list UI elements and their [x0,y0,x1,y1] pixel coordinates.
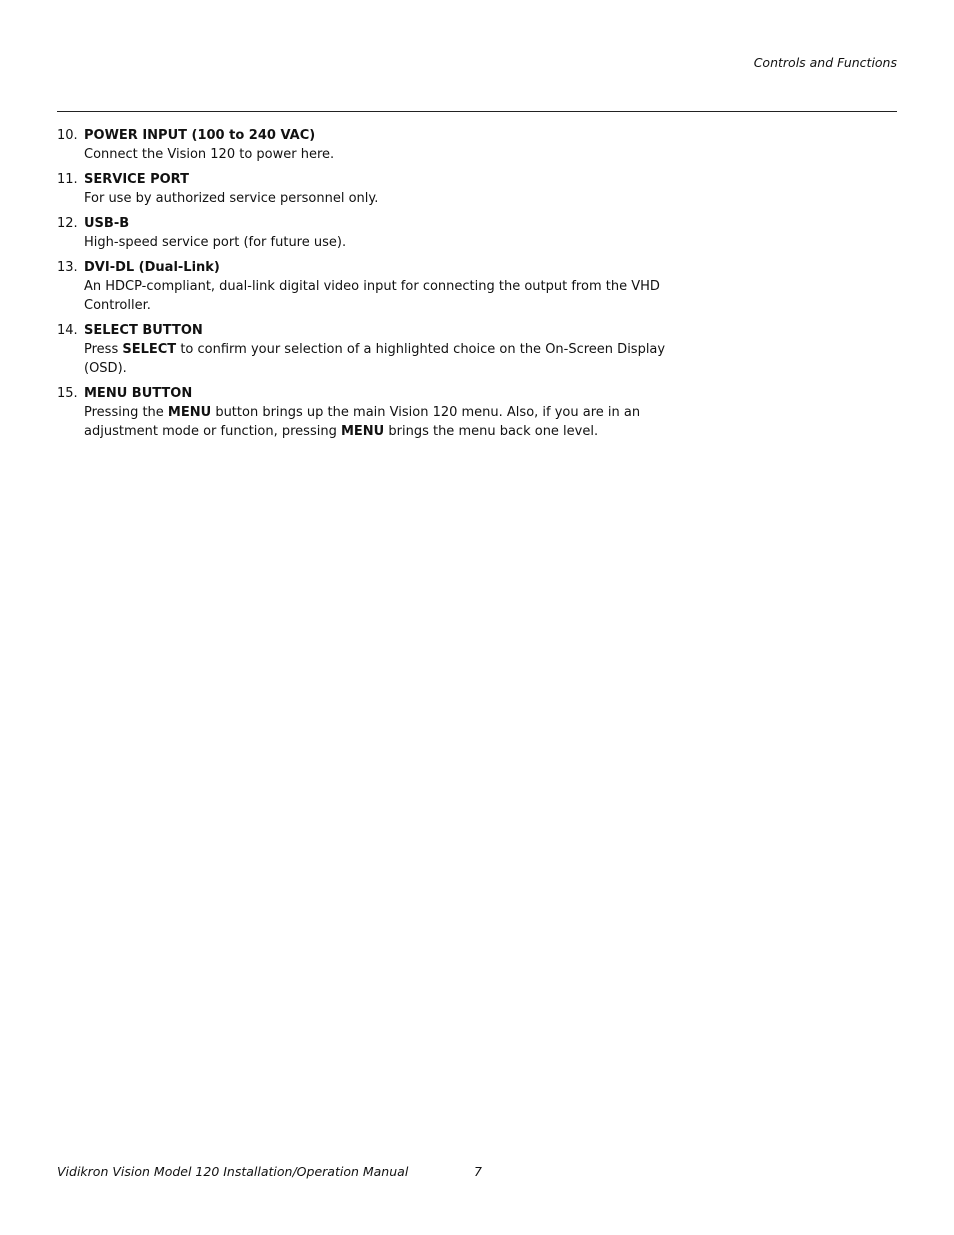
list-item-select-button [57,321,697,378]
item-number: 12. [57,216,78,231]
item-description: Press SELECT to confirm your selection of a highlighted choice on the On-Screen Display (OSD). [84,342,666,376]
footer-manual-title: Vidikron Vision Model 120 Installation/Operation Manual [57,1164,409,1179]
menu-keyword: MENU [167,405,212,420]
item-number: 14. [57,323,78,338]
list-item-usb-b [57,214,697,252]
item-title: DVI-DL (Dual-Link) [84,260,220,275]
item-number: 11. [57,172,78,187]
item-title: SERVICE PORT [84,172,189,187]
header-divider [57,111,897,112]
item-title: SELECT BUTTON [84,323,203,338]
item-description: An HDCP-compliant, dual-link digital video input for connecting the output from the VHD Controller. [84,279,660,313]
list-item-dvi-dl [57,258,697,315]
list-item-power-input [57,126,697,164]
item-title: POWER INPUT (100 to 240 VAC) [84,128,316,143]
item-description: Connect the Vision 120 to power here. [84,147,335,162]
item-title: USB-B [84,216,130,231]
list-item-menu-button [57,384,697,441]
item-number: 15. [57,386,78,401]
running-header: Controls and Functions [753,55,897,70]
select-keyword: SELECT [122,342,177,357]
item-number: 10. [57,128,78,143]
page-number: 7 [474,1164,482,1179]
item-number: 13. [57,260,78,275]
item-description: High-speed service port (for future use). [84,235,347,250]
item-description: Pressing the MENU button brings up the main Vision 120 menu. Also, if you are in an adjustment mode or function, pressing MENU brings the menu back one level. [84,405,641,439]
item-title: MENU BUTTON [84,386,193,401]
list-item-service-port [57,170,697,208]
item-description: For use by authorized service personnel only. [84,191,379,206]
controls-list [57,126,697,447]
menu-keyword: MENU [340,424,385,439]
